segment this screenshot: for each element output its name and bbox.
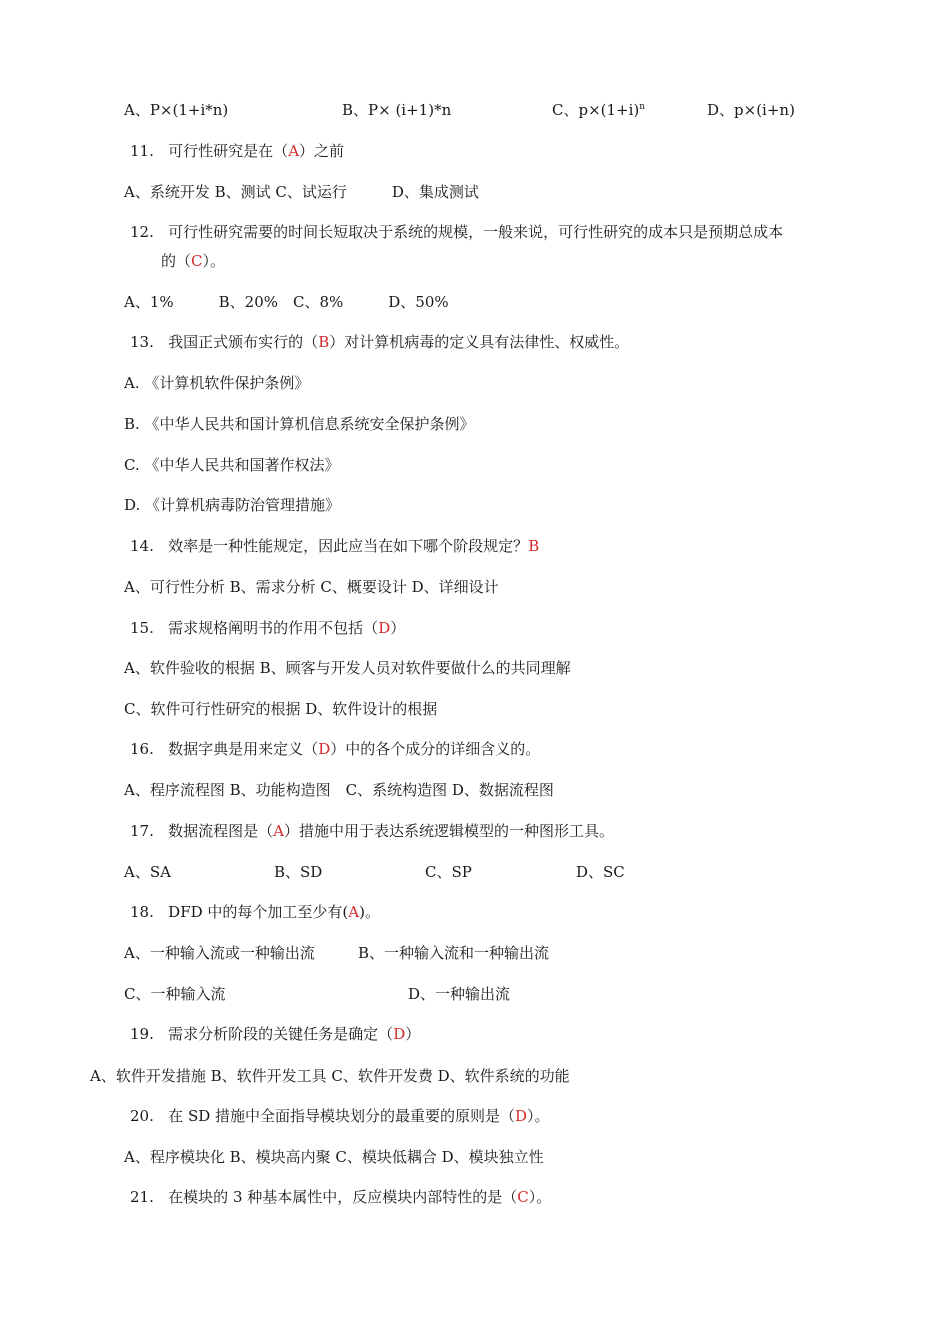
question-number: 11. <box>130 142 154 160</box>
question-text: 的（ <box>161 252 192 270</box>
answer-mark: A <box>348 903 360 921</box>
question-11 <box>130 141 344 161</box>
question-19 <box>130 1024 420 1044</box>
question-text: 效率是一种性能规定，因此应当在如下哪个阶段规定？ <box>168 537 529 555</box>
question-number: 18. <box>130 903 154 921</box>
option-c-base: C、p×(1+i) <box>552 101 640 119</box>
answer-mark: D <box>393 1025 406 1043</box>
question-text: )。 <box>359 903 380 921</box>
question-17-option-a: A、SA <box>124 863 171 881</box>
question-text: 需求分析阶段的关键任务是确定（ <box>168 1025 394 1043</box>
question-text: 数据字典是用来定义（ <box>168 740 319 758</box>
question-text: ）措施中用于表达系统逻辑模型的一种图形工具。 <box>284 822 615 840</box>
question-number: 12. <box>130 223 154 241</box>
question-number: 16. <box>130 740 154 758</box>
question-12-continued <box>161 251 225 271</box>
answer-mark: C <box>517 1188 529 1206</box>
question-13-option-c: C. 《中华人民共和国著作权法》 <box>124 456 340 474</box>
option-c-formula <box>552 100 645 120</box>
option-b-formula: B、P× (i+1)*n <box>342 101 452 119</box>
question-14-options: A、可行性分析 B、需求分析 C、概要设计 D、详细设计 <box>124 578 499 596</box>
question-15-options-1: A、软件验收的根据 B、顾客与开发人员对软件要做什么的共同理解 <box>124 659 571 677</box>
question-13-option-a: A. 《计算机软件保护条例》 <box>124 374 310 392</box>
question-15-options-2: C、软件可行性研究的根据 D、软件设计的根据 <box>124 700 438 718</box>
question-18-option-a: A、一种输入流或一种输出流 <box>124 944 315 962</box>
question-text: DFD 中的每个加工至少有( <box>168 903 349 921</box>
question-14 <box>130 536 539 556</box>
question-text: ）。 <box>527 1107 550 1125</box>
question-18 <box>130 902 380 922</box>
question-12 <box>130 222 783 242</box>
question-20 <box>130 1106 550 1126</box>
question-text: 在 SD 措施中全面指导模块划分的最重要的原则是（ <box>168 1107 516 1125</box>
question-number: 14. <box>130 537 154 555</box>
question-text: ）对计算机病毒的定义具有法律性、权威性。 <box>329 333 630 351</box>
question-text: ） <box>390 619 406 637</box>
answer-mark: B <box>318 333 330 351</box>
question-number: 19. <box>130 1025 154 1043</box>
answer-mark: A <box>288 142 300 160</box>
option-d-formula: D、p×(i+n) <box>707 101 795 119</box>
question-16-options: A、程序流程图 B、功能构造图 C、系统构造图 D、数据流程图 <box>124 781 554 799</box>
question-17-option-d: D、SC <box>576 863 625 881</box>
question-18-option-c: C、一种输入流 <box>124 985 226 1003</box>
question-text: 在模块的 3 种基本属性中，反应模块内部特性的是（ <box>168 1188 518 1206</box>
answer-mark: B <box>528 537 540 555</box>
answer-mark: D <box>318 740 331 758</box>
question-11-options: A、系统开发 B、测试 C、试运行 D、集成测试 <box>124 183 479 201</box>
question-20-options: A、程序模块化 B、模块高内聚 C、模块低耦合 D、模块独立性 <box>124 1148 544 1166</box>
question-18-option-d: D、一种输出流 <box>408 985 511 1003</box>
answer-mark: D <box>378 619 391 637</box>
question-text: 需求规格阐明书的作用不包括（ <box>168 619 379 637</box>
question-number: 15. <box>130 619 154 637</box>
question-text: ）中的各个成分的详细含义的。 <box>330 740 541 758</box>
question-18-option-b: B、一种输入流和一种输出流 <box>358 944 550 962</box>
question-number: 13. <box>130 333 154 351</box>
question-text: ）。 <box>528 1188 552 1206</box>
question-13-option-d: D. 《计算机病毒防治管理措施》 <box>124 496 341 514</box>
question-text: 数据流程图是（ <box>168 822 274 840</box>
question-13 <box>130 332 629 352</box>
question-number: 17. <box>130 822 154 840</box>
question-text: ）。 <box>202 252 226 270</box>
question-text: 可行性研究需要的时间长短取决于系统的规模，一般来说，可行性研究的成本只是预期总成本 <box>168 223 784 241</box>
question-text: ） <box>405 1025 421 1043</box>
answer-mark: D <box>515 1107 528 1125</box>
question-number: 21. <box>130 1188 154 1206</box>
question-17 <box>130 821 614 841</box>
question-13-option-b: B. 《中华人民共和国计算机信息系统安全保护条例》 <box>124 415 475 433</box>
question-text: 可行性研究是在（ <box>168 142 289 160</box>
question-number: 20. <box>130 1107 154 1125</box>
question-text: ）之前 <box>299 142 345 160</box>
answer-mark: C <box>191 252 203 270</box>
answer-mark: A <box>273 822 285 840</box>
question-17-option-b: B、SD <box>274 863 323 881</box>
question-text: 我国正式颁布实行的（ <box>168 333 319 351</box>
question-19-options: A、软件开发措施 B、软件开发工具 C、软件开发费 D、软件系统的功能 <box>90 1067 570 1085</box>
question-21 <box>130 1187 551 1207</box>
question-15 <box>130 618 405 638</box>
question-17-option-c: C、SP <box>425 863 472 881</box>
question-16 <box>130 739 540 759</box>
question-12-options: A、1% B、20% C、8% D、50% <box>124 293 449 311</box>
option-c-superscript: n <box>639 102 646 112</box>
option-a-formula: A、P×(1+i*n) <box>124 101 229 119</box>
